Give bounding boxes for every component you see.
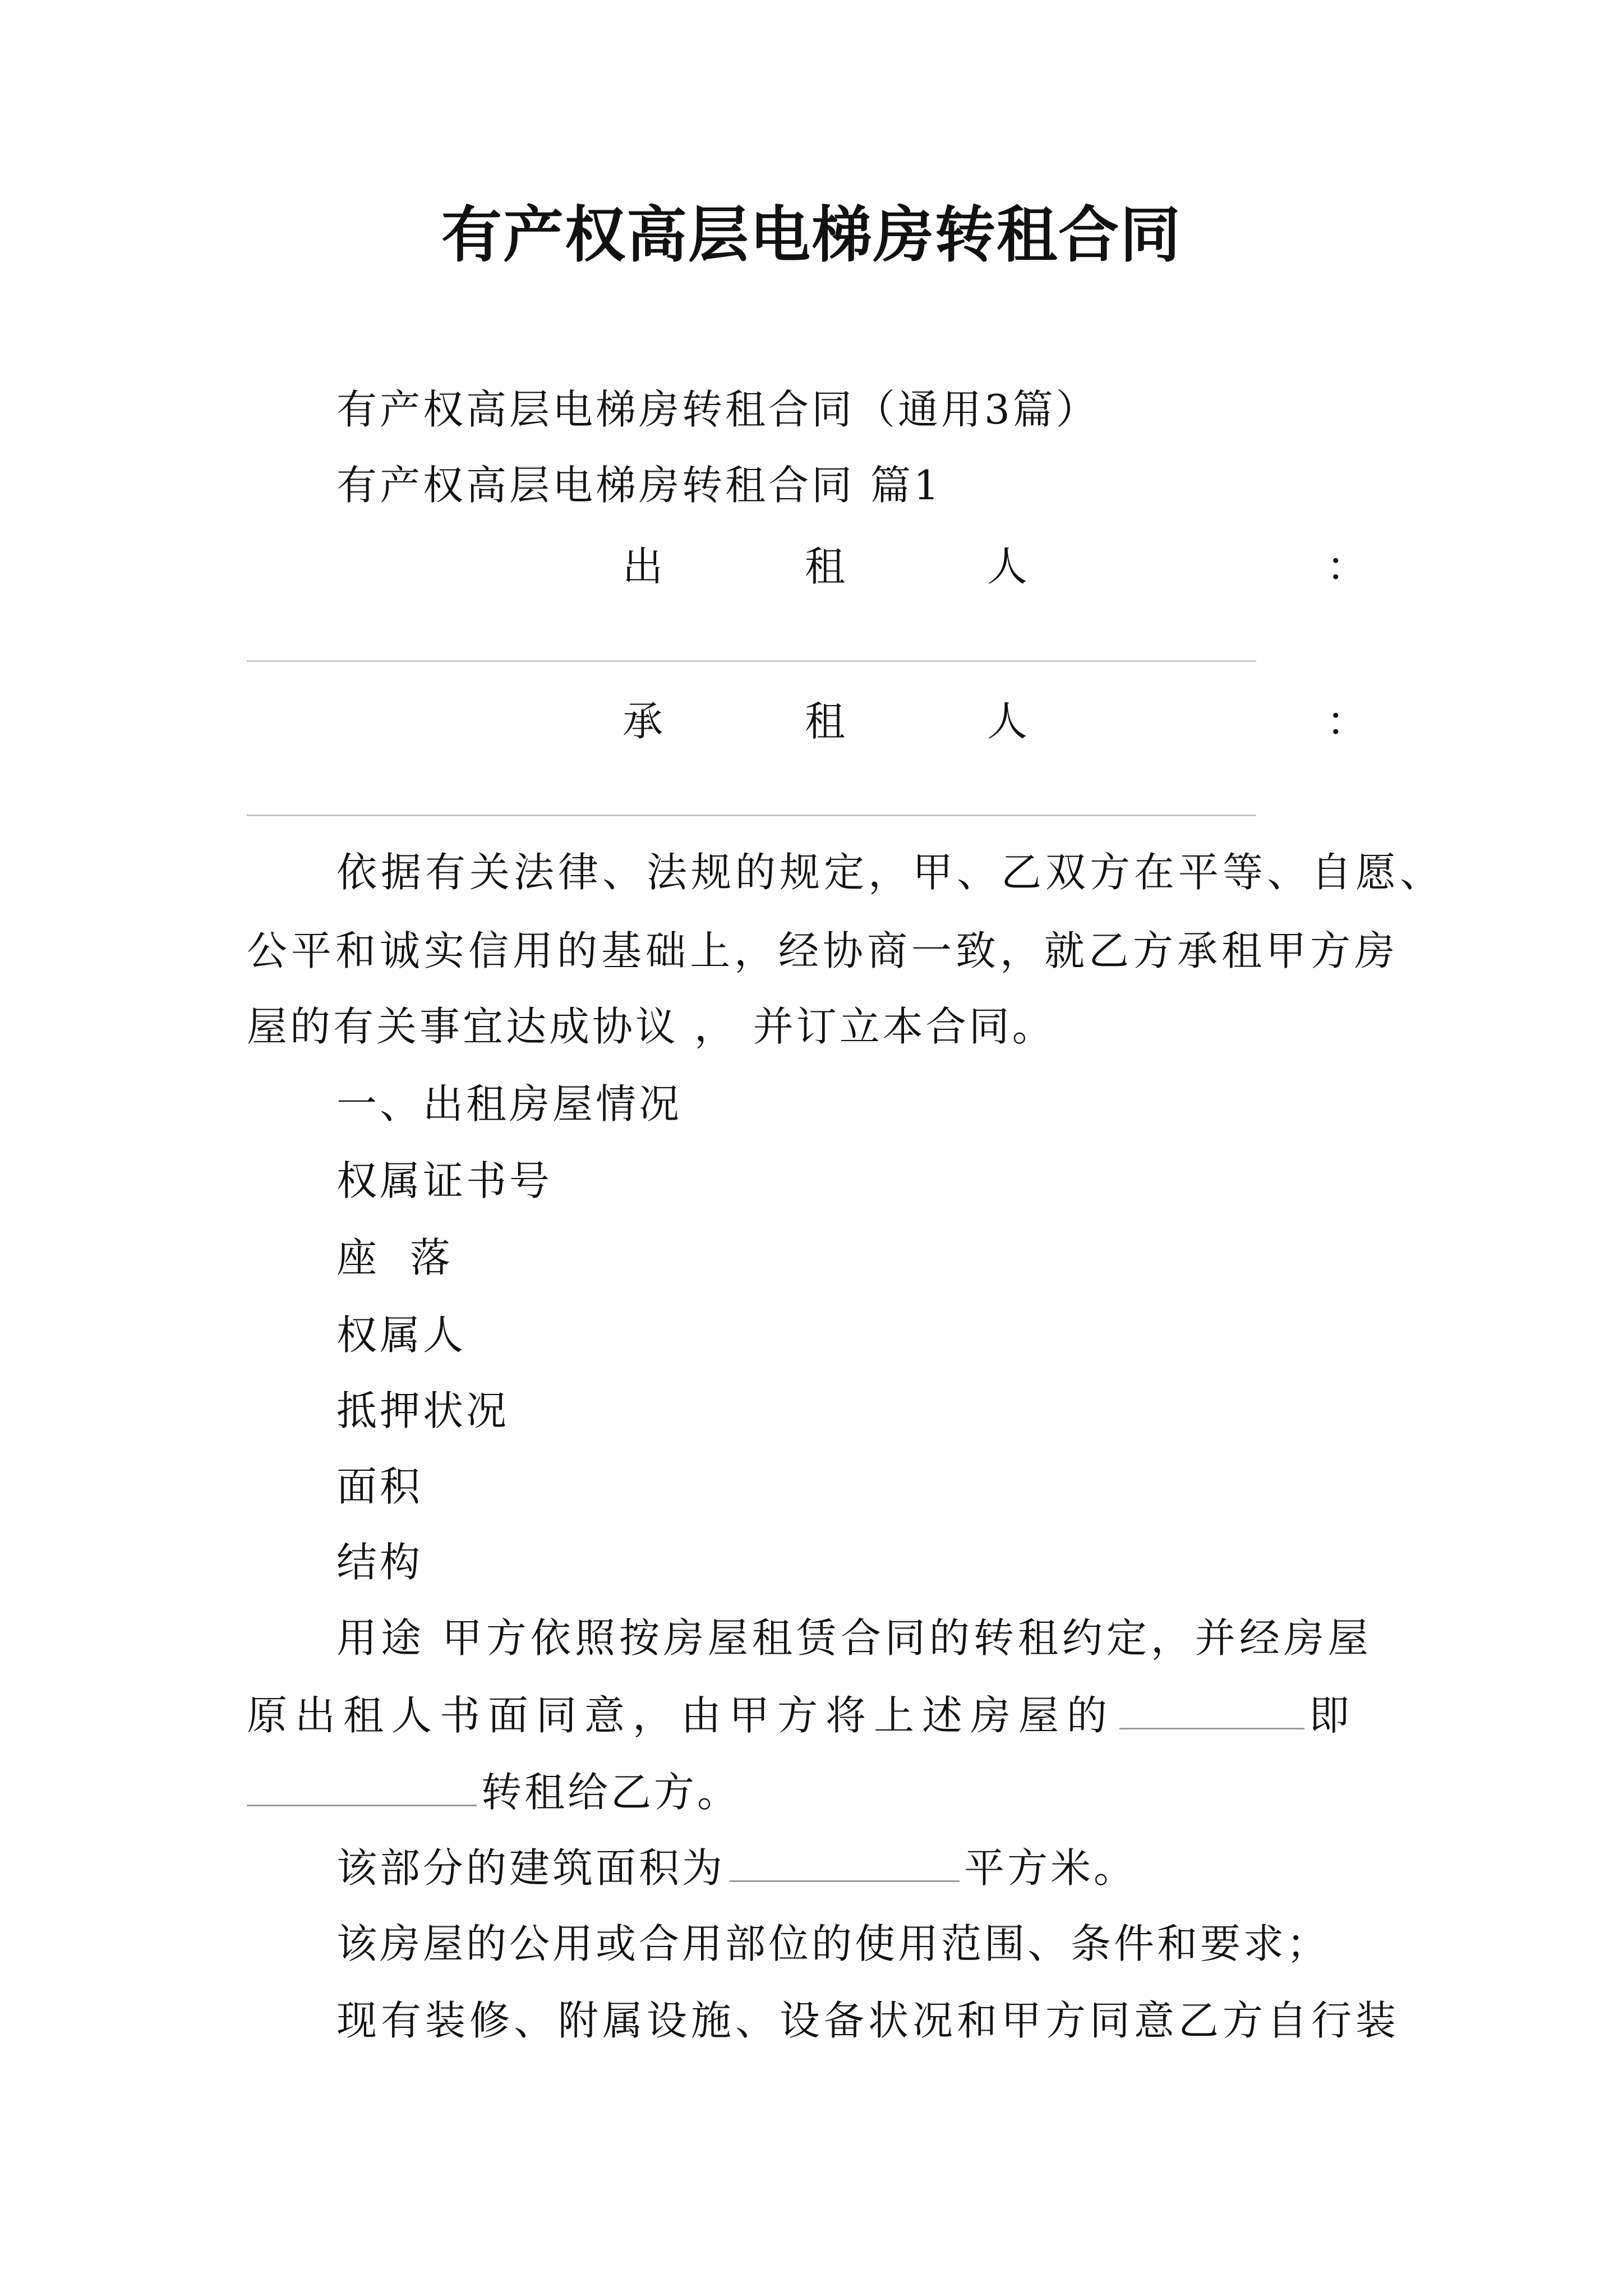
lessee-row bbox=[0, 693, 1623, 749]
lessor-char-3: 人 bbox=[987, 543, 1028, 590]
building-area-unit: 平方米。 bbox=[964, 1844, 1137, 1892]
field-structure: 结构 bbox=[336, 1539, 423, 1586]
intro-paragraph-line-2: 公平和诚实信用的基础上，经协商一致，就乙方承租甲方房 bbox=[247, 927, 1399, 974]
field-location: 座 落 bbox=[336, 1234, 460, 1281]
usage-line-3 bbox=[247, 1764, 740, 1820]
common-area-line: 该房屋的公用或合用部位的使用范围、条件和要求； bbox=[336, 1920, 1330, 1967]
lessor-signature-line bbox=[247, 660, 1256, 662]
blank-field-area[interactable] bbox=[730, 1847, 960, 1882]
intro-paragraph-line-1: 依据有关法律、法规的规定，甲、乙双方在平等、自愿、 bbox=[336, 849, 1445, 896]
document-title: 有产权高层电梯房转租合同 bbox=[441, 200, 1182, 270]
lessor-row bbox=[0, 539, 1623, 595]
section-heading: 有产权高层电梯房转租合同 篇1 bbox=[336, 462, 942, 509]
lessee-colon: ： bbox=[1326, 698, 1367, 745]
field-mortgage-status: 抵押状况 bbox=[336, 1387, 510, 1434]
usage-line-2-text: 原出租人书面同意，由甲方将上述房屋的 bbox=[247, 1692, 1115, 1739]
field-owner: 权属人 bbox=[336, 1312, 467, 1359]
usage-line-3-text: 转租给乙方。 bbox=[481, 1769, 741, 1816]
field-certificate-number: 权属证书号 bbox=[336, 1157, 553, 1204]
usage-line-1: 用途 甲方依照按房屋租赁合同的转租约定，并经房屋 bbox=[336, 1614, 1372, 1662]
usage-line-2 bbox=[247, 1687, 1357, 1743]
lessee-char-2: 租 bbox=[805, 698, 846, 745]
decoration-line: 现有装修、附属设施、设备状况和甲方同意乙方自行装 bbox=[336, 1997, 1400, 2044]
lessor-colon: ： bbox=[1326, 543, 1367, 590]
intro-paragraph-line-3: 屋的有关事宜达成协议 ， 并订立本合同。 bbox=[247, 1003, 1055, 1050]
lessor-char-2: 租 bbox=[805, 543, 846, 590]
building-area-text: 该部分的建筑面积为 bbox=[336, 1844, 726, 1892]
blank-field-transfer[interactable] bbox=[247, 1771, 477, 1806]
lessee-signature-line bbox=[247, 815, 1256, 816]
field-area: 面积 bbox=[336, 1463, 423, 1510]
document-subtitle: 有产权高层电梯房转租合同（通用3篇） bbox=[336, 386, 1099, 433]
lessor-char-1: 出 bbox=[623, 543, 663, 590]
clause-1-heading: 一、出租房屋情况 bbox=[336, 1080, 683, 1128]
lessee-char-3: 人 bbox=[987, 698, 1028, 745]
usage-line-2-suffix: 即 bbox=[1309, 1692, 1358, 1739]
lessee-char-1: 承 bbox=[623, 698, 663, 745]
blank-field-portion[interactable] bbox=[1119, 1694, 1304, 1729]
building-area-line bbox=[336, 1840, 1137, 1896]
